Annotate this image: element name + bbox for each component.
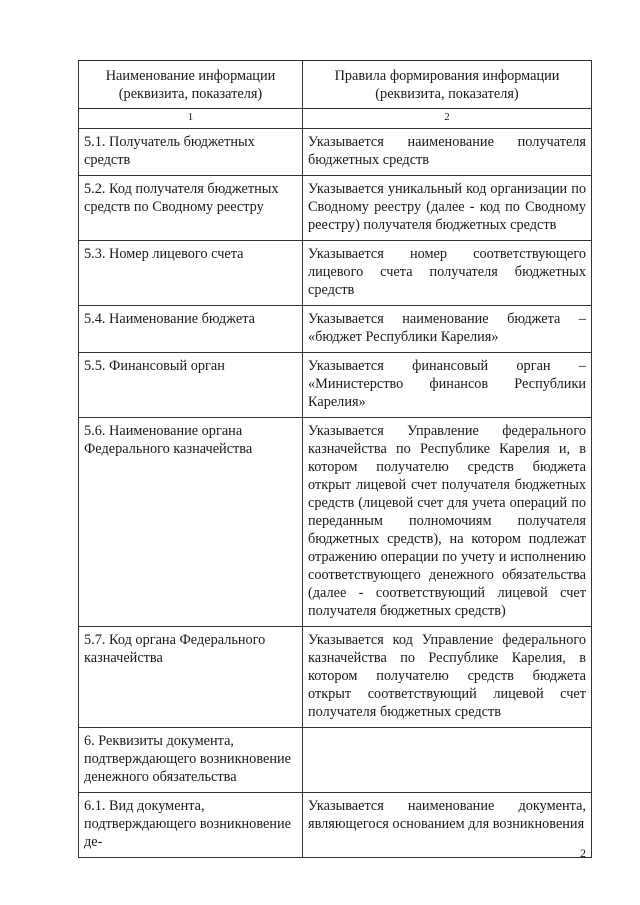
column-number-row: [79, 109, 592, 129]
header-formation-rules: Правила формирования информации (реквизита, показателя): [303, 61, 592, 109]
row-rule: [303, 728, 592, 793]
row-rule: Указывается Управление федерального казначейства по Республике Карелия и, в котором получателю средств бюджета открыт лицевой счет получателя бюджетных средств (лицевой счет для учета операций по переданным полномочиям получателя бюджетных средств), на котором подлежат отражению операции по учету и исполнению соответствующего денежного обязательства (далее - соответствующий лицевой счет получателя бюджетных средств): [303, 418, 592, 627]
row-rule: Указывается номер соответствующего лицевого счета получателя бюджетных средств: [303, 241, 592, 306]
row-name: 5.2. Код получателя бюджетных средств по Сводному реестру: [79, 176, 303, 241]
row-name: 5.7. Код органа Федерального казначейства: [79, 627, 303, 728]
row-name: 5.3. Номер лицевого счета: [79, 241, 303, 306]
row-name: 5.5. Финансовый орган: [79, 353, 303, 418]
table-row: [79, 176, 592, 241]
page-number: 2: [580, 846, 586, 860]
table-row: [79, 793, 592, 858]
table-row: [79, 129, 592, 176]
row-name: 6.1. Вид документа, подтверждающего возникновение де-: [79, 793, 303, 858]
row-rule: Указывается наименование бюджета – «бюджет Республики Карелия»: [303, 306, 592, 353]
row-name: 6. Реквизиты документа, подтверждающего возникновение денежного обязательства: [79, 728, 303, 793]
table-header-row: [79, 61, 592, 109]
rules-table: [78, 60, 592, 858]
table-row: [79, 418, 592, 627]
row-rule: Указывается уникальный код организации по Сводному реестру (далее - код по Сводному реестру) получателя бюджетных средств: [303, 176, 592, 241]
header-information-name: Наименование информации (реквизита, показателя): [79, 61, 303, 109]
row-rule: Указывается финансовый орган – «Министерство финансов Республики Карелия»: [303, 353, 592, 418]
table-row: [79, 241, 592, 306]
table-row: [79, 627, 592, 728]
column-number-1: 1: [79, 109, 303, 129]
table-row: [79, 306, 592, 353]
row-name: 5.6. Наименование органа Федерального казначейства: [79, 418, 303, 627]
row-rule: Указывается наименование получателя бюджетных средств: [303, 129, 592, 176]
table-row: [79, 728, 592, 793]
row-rule: Указывается наименование документа, являющегося основанием для возникновения: [303, 793, 592, 858]
row-rule: Указывается код Управление федерального казначейства по Республике Карелия, в котором получателю средств бюджета открыт соответствующий лицевой счет получателя бюджетных средств: [303, 627, 592, 728]
column-number-2: 2: [303, 109, 592, 129]
table-row: [79, 353, 592, 418]
row-name: 5.4. Наименование бюджета: [79, 306, 303, 353]
row-name: 5.1. Получатель бюджетных средств: [79, 129, 303, 176]
